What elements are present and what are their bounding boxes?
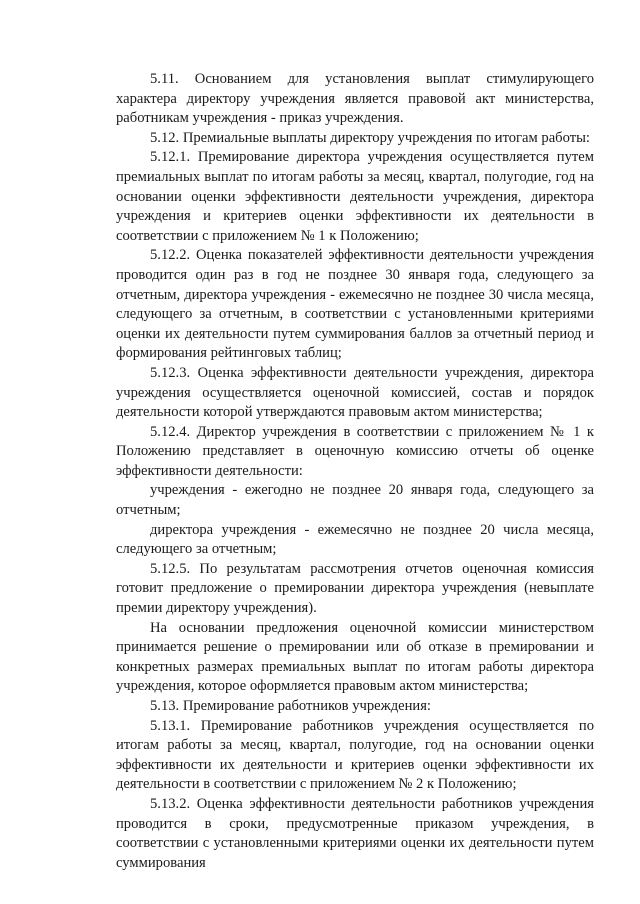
paragraph-5-12-4: 5.12.4. Директор учреждения в соответствии с приложением № 1 к Положению представляет в оценочную комиссию отчеты об оценке эффективности деятельности: bbox=[116, 423, 594, 479]
paragraph-director-deadline: директора учреждения - ежемесячно не позднее 20 числа месяца, следующего за отчетным; bbox=[116, 521, 594, 558]
document-body bbox=[116, 70, 594, 873]
paragraph-5-12-1: 5.12.1. Премирование директора учреждения осуществляется путем премиальных выплат по итогам работы за месяц, квартал, полугодие, год на основании оценки эффективности деятельности учреждения, директора учреждения и критериев оценки эффективности их деятельности в соответствии с приложением № 1 к Положению; bbox=[116, 149, 594, 244]
paragraph-ministry-decision: На основании предложения оценочной комиссии министерством принимается решение о премировании или об отказе в премировании и конкретных размерах премиальных выплат по итогам работы директора учреждения, которое оформляется правовым актом министерства; bbox=[116, 619, 594, 695]
paragraph-5-11: 5.11. Основанием для установления выплат стимулирующего характера директору учреждения является правовой акт министерства, работникам учреждения - приказ учреждения. bbox=[116, 71, 594, 127]
paragraph-5-12-3: 5.12.3. Оценка эффективности деятельности учреждения, директора учреждения осуществляется оценочной комиссией, состав и порядок деятельности которой утверждаются правовым актом министерства; bbox=[116, 364, 594, 421]
paragraph-5-13: 5.13. Премирование работников учреждения: bbox=[150, 698, 431, 714]
paragraph-5-12: 5.12. Премиальные выплаты директору учреждения по итогам работы: bbox=[150, 129, 590, 146]
paragraph-institution-deadline: учреждения - ежегодно не позднее 20 января года, следующего за отчетным; bbox=[116, 482, 594, 519]
paragraph-5-13-1: 5.13.1. Премирование работников учреждения осуществляется по итогам работы за месяц, квартал, полугодие, год на основании оценки эффективности их деятельности и критериев оценки эффективности их деятельности в соответствии с приложением № 2 к Положению; bbox=[116, 717, 594, 793]
paragraph-5-13-2: 5.13.2. Оценка эффективности деятельности работников учреждения проводится в сроки, предусмотренные приказом учреждения, в соответствии с установленными критериями оценки их деятельности путем суммирования bbox=[116, 795, 594, 871]
paragraph-5-12-5: 5.12.5. По результатам рассмотрения отчетов оценочная комиссия готовит предложение о премировании директора учреждения (невыплате премии директору учреждения). bbox=[116, 560, 594, 617]
paragraph-5-12-2: 5.12.2. Оценка показателей эффективности деятельности учреждения проводится один раз в год не позднее 30 января года, следующего за отчетным, директора учреждения - ежемесячно не позднее 30 числа месяца, следующего за отчетным, в соответствии с установленными критериями оценки их деятельности путем суммирования баллов за отчетный период и формирования рейтинговых таблиц; bbox=[116, 247, 594, 362]
